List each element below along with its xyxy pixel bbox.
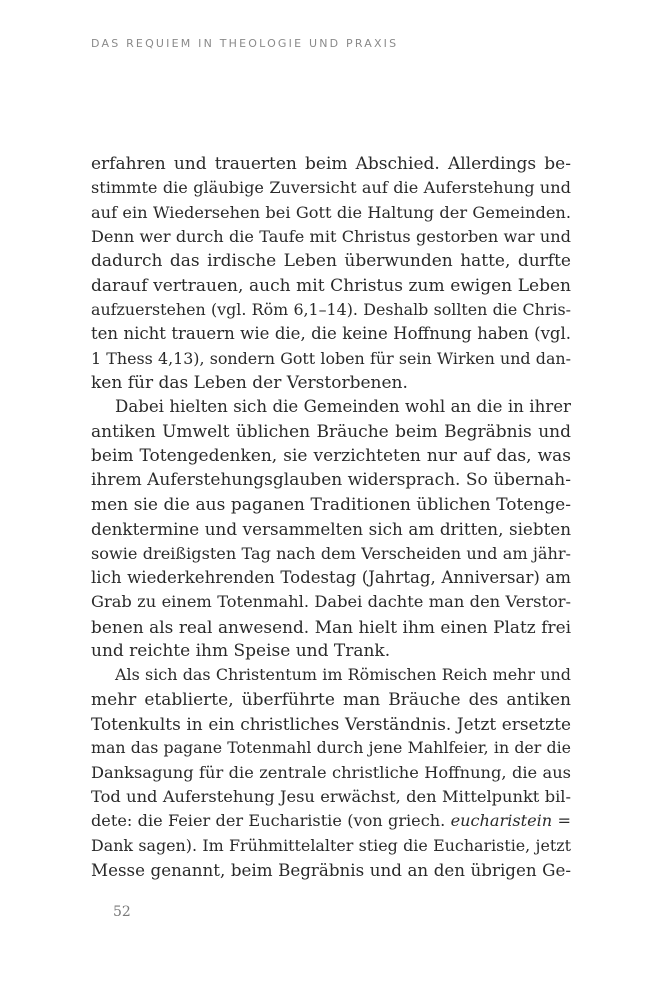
text-line: Totenkults in ein christliches Verständnis. Jetzt ersetzte: [91, 713, 571, 734]
text-line: Als sich das Christentum im Römischen Reich mehr und: [115, 665, 571, 685]
text-line: lich wiederkehrenden Todestag (Jahrtag, Anniversar) am: [91, 567, 571, 587]
text-line: aufzuerstehen (vgl. Röm 6,1–14). Deshalb sollten die Chris-: [91, 300, 571, 320]
text-line: darauf vertrauen, auch mit Christus zum ewigen Leben: [91, 275, 571, 296]
text-line: denktermine und versammelten sich am dritten, siebten: [91, 519, 571, 540]
text-line: und reichte ihm Speise und Trank.: [91, 640, 391, 661]
text-line: mehr etablierte, überführte man Bräuche des antiken: [91, 689, 571, 710]
text-line: 1 Thess 4,13), sondern Gott loben für sein Wirken und dan-: [91, 348, 571, 368]
text-line: Denn wer durch die Taufe mit Christus gestorben war und: [91, 227, 571, 247]
text-line: [91, 809, 571, 833]
text-line: auf ein Wiedersehen bei Gott die Haltung der Gemeinden.: [91, 202, 571, 222]
greek-term: eucharistein =: [450, 811, 571, 831]
text-line: ten nicht trauern wie die, die keine Hoffnung haben (vgl.: [91, 324, 571, 344]
text-line: Dank sagen). Im Frühmittelalter stieg die Eucharistie, jetzt: [91, 835, 571, 855]
text-line: antiken Umwelt üblichen Bräuche beim Begräbnis und: [91, 421, 571, 442]
text-line: erfahren und trauerten beim Abschied. Allerdings be-: [91, 154, 571, 174]
text-line: man das pagane Totenmahl durch jene Mahlfeier, in der die: [91, 738, 571, 758]
text-line: beim Totengedenken, sie verzichteten nur auf das, was: [91, 446, 571, 467]
text-fragment: dete: die Feier der Eucharistie (von griech.: [91, 811, 451, 831]
text-line: Danksagung für die zentrale christliche Hoffnung, die aus: [91, 762, 571, 782]
text-line: benen als real anwesend. Man hielt ihm einen Platz frei: [91, 616, 571, 637]
body-text: [91, 152, 571, 882]
text-line: Tod und Auferstehung Jesu erwächst, den Mittelpunkt bil-: [91, 786, 571, 806]
text-line: sowie dreißigsten Tag nach dem Verscheiden und am jähr-: [91, 543, 571, 563]
text-line: men sie die aus paganen Traditionen üblichen Totenge-: [91, 494, 571, 515]
page-number: 52: [113, 904, 131, 920]
text-line: ken für das Leben der Verstorbenen.: [91, 373, 408, 394]
text-line: Grab zu einem Totenmahl. Dabei dachte man den Verstor-: [91, 592, 571, 612]
text-line: Messe genannt, beim Begräbnis und an den übrigen Ge-: [91, 859, 571, 880]
text-line: stimmte die gläubige Zuversicht auf die Auferstehung und: [91, 178, 571, 198]
running-head: DAS REQUIEM IN THEOLOGIE UND PRAXIS: [91, 37, 399, 50]
text-line: ihrem Auferstehungsglauben widersprach. So übernah-: [91, 470, 571, 491]
text-line: Dabei hielten sich die Gemeinden wohl an die in ihrer: [115, 397, 571, 417]
text-line: dadurch das irdische Leben überwunden hatte, durfte: [91, 251, 571, 272]
